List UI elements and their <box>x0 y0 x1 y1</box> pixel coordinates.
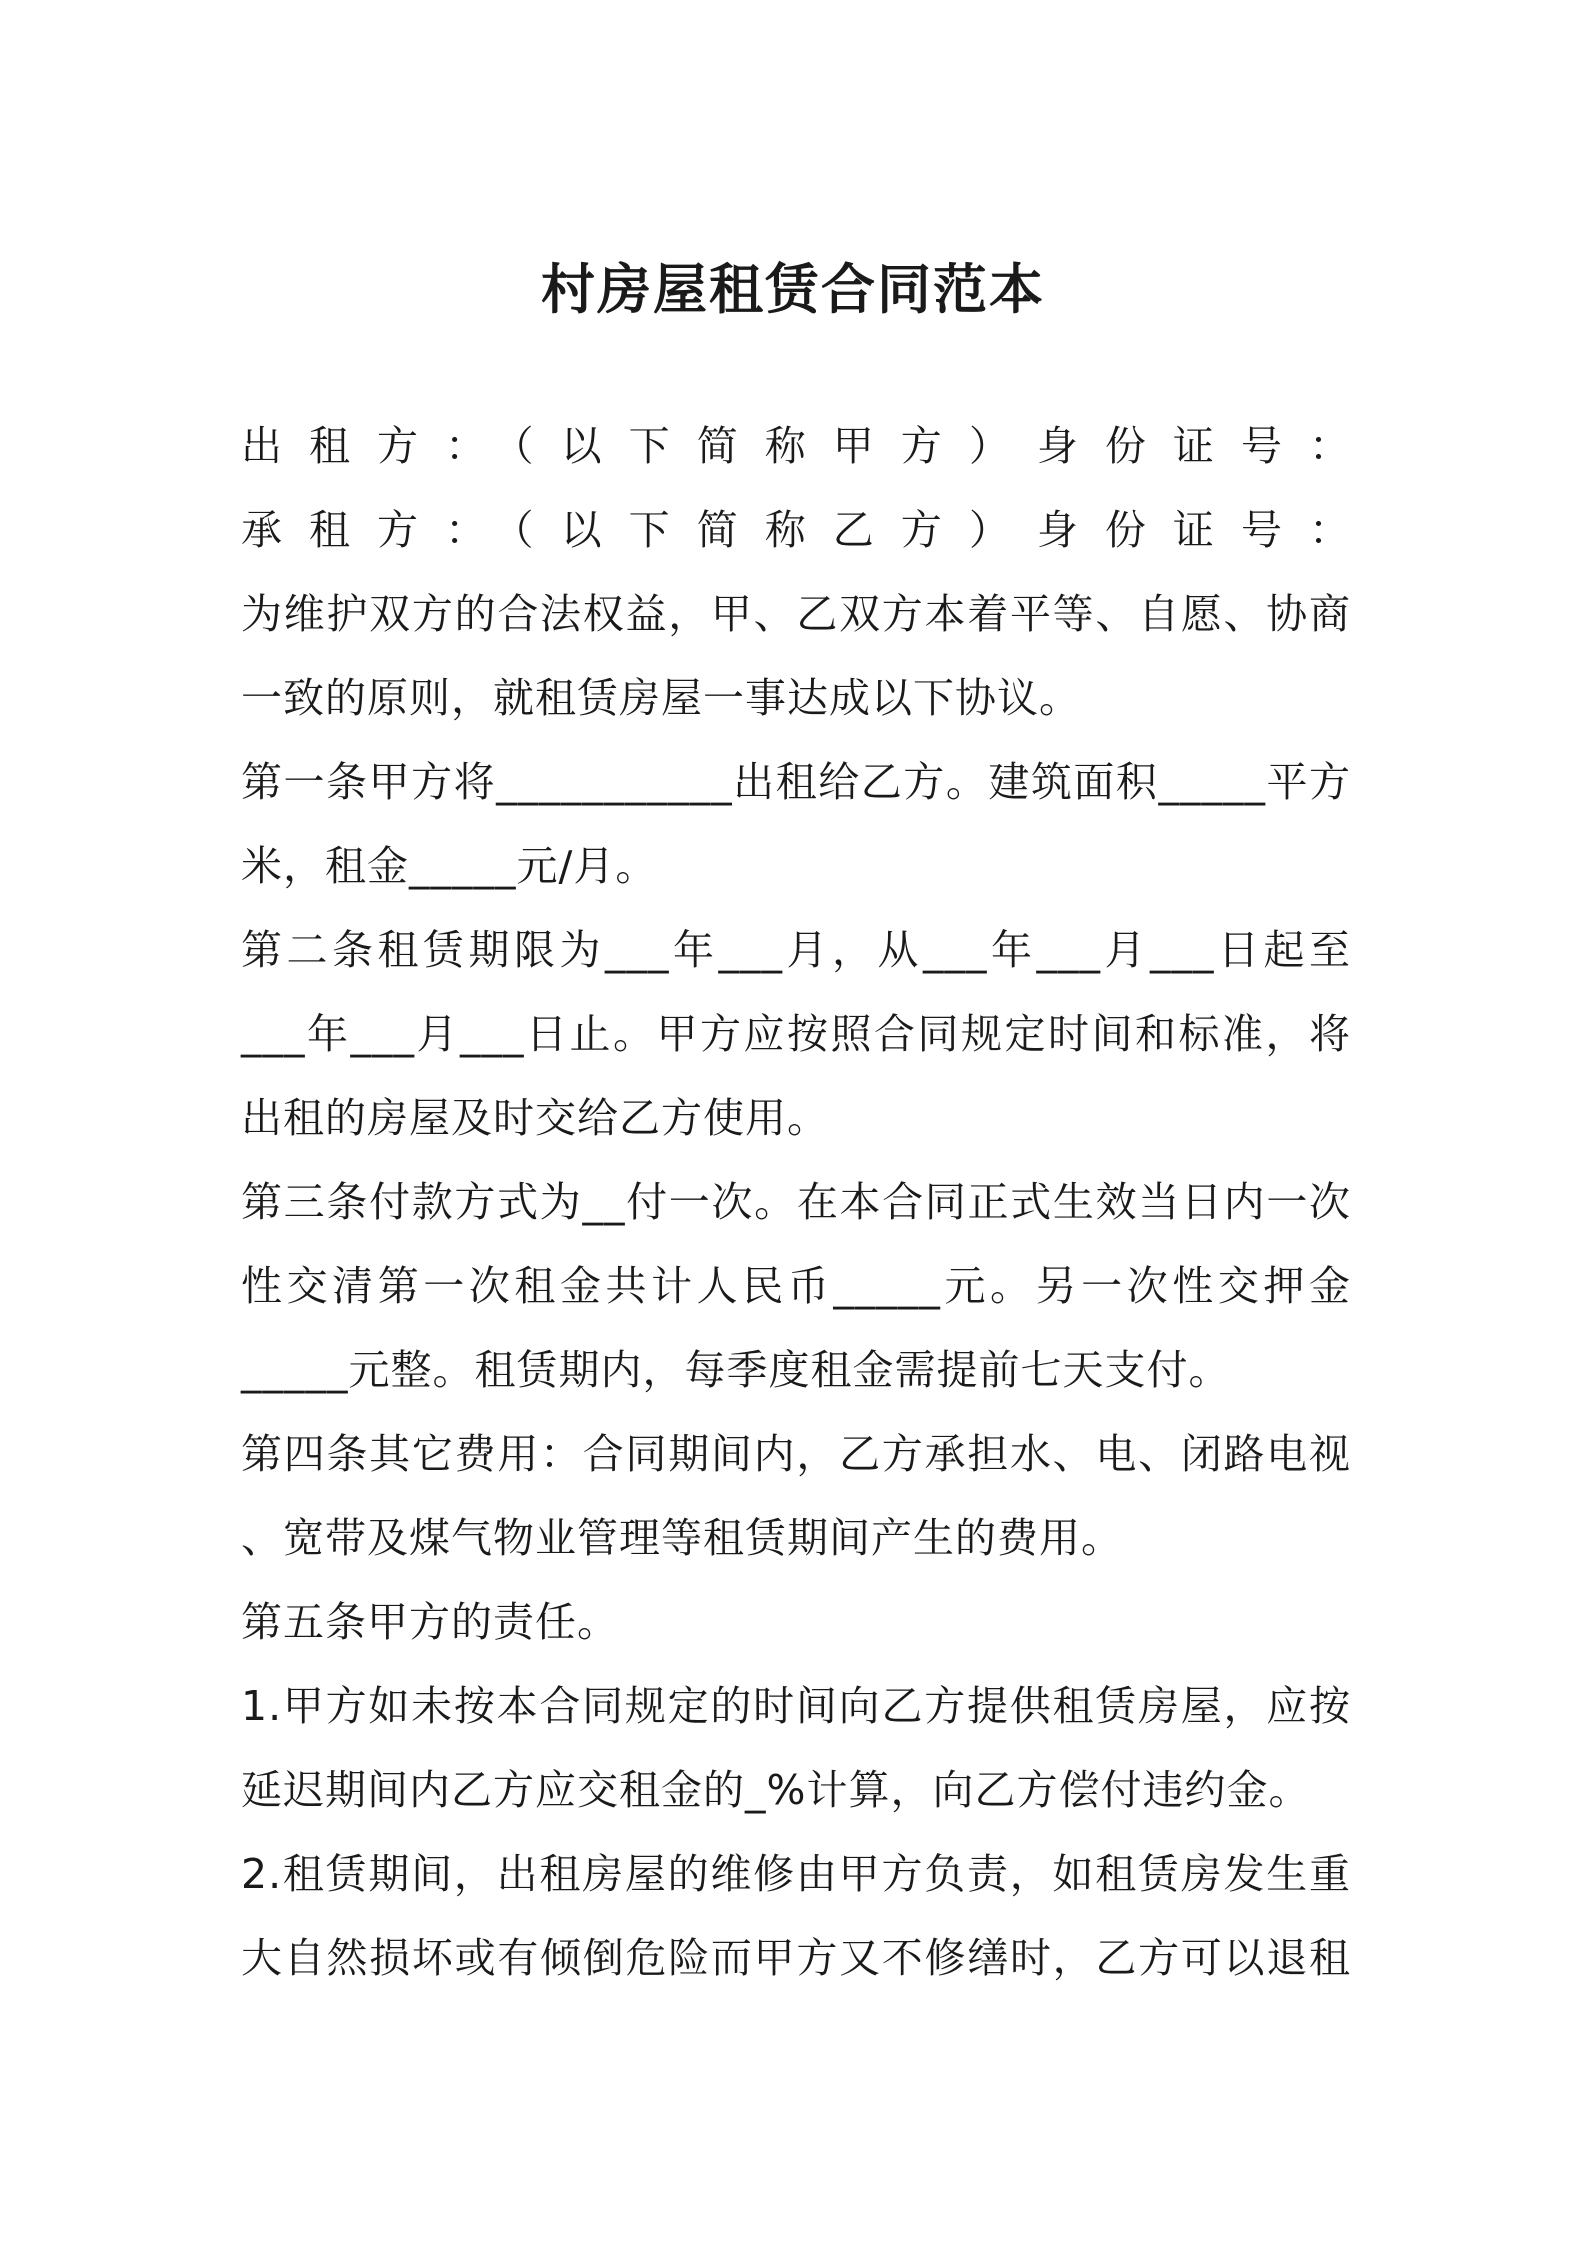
text-line-article-5: 第五条甲方的责任。 <box>241 1598 619 1646</box>
text-line-item-1-a: 1.甲方如未按本合同规定的时间向乙方提供租赁房屋，应按 <box>241 1682 1351 1730</box>
text-line-preamble-1: 为维护双方的合法权益，甲、乙双方本着平等、自愿、协商 <box>241 590 1351 638</box>
text-line-article-1-a: 第一条甲方将___________出租给乙方。建筑面积_____平方 <box>241 758 1351 806</box>
text-line-article-2-a: 第二条租赁期限为___年___月，从___年___月___日起至 <box>241 926 1351 974</box>
text-line-article-4-b: 、宽带及煤气物业管理等租赁期间产生的费用。 <box>241 1514 1123 1562</box>
text-line-item-2-a: 2.租赁期间，出租房屋的维修由甲方负责，如租赁房发生重 <box>241 1850 1351 1898</box>
document-body <box>241 404 1351 2000</box>
text-line-article-3-a: 第三条付款方式为__付一次。在本合同正式生效当日内一次 <box>241 1178 1351 1226</box>
text-line-article-2-b: ___年___月___日止。甲方应按照合同规定时间和标准，将 <box>241 1010 1351 1058</box>
text-line-item-2-b: 大自然损坏或有倾倒危险而甲方又不修缮时，乙方可以退租 <box>241 1934 1351 1982</box>
text-line-lessee: 承租方：（以下简称乙方）身份证号： <box>241 506 1351 554</box>
text-line-item-1-b: 延迟期间内乙方应交租金的_%计算，向乙方偿付违约金。 <box>241 1766 1311 1814</box>
text-line-article-1-b: 米，租金_____元/月。 <box>241 842 658 890</box>
text-line-article-2-c: 出租的房屋及时交给乙方使用。 <box>241 1094 829 1142</box>
text-line-preamble-2: 一致的原则，就租赁房屋一事达成以下协议。 <box>241 674 1081 722</box>
text-line-article-3-c: _____元整。租赁期内，每季度租金需提前七天支付。 <box>241 1346 1231 1394</box>
text-line-lessor: 出租方：（以下简称甲方）身份证号： <box>241 422 1351 470</box>
document-title: 村房屋租赁合同范本 <box>541 258 1045 321</box>
text-line-article-3-b: 性交清第一次租金共计人民币_____元。另一次性交押金 <box>241 1262 1351 1310</box>
text-line-article-4-a: 第四条其它费用：合同期间内，乙方承担水、电、闭路电视 <box>241 1430 1351 1478</box>
